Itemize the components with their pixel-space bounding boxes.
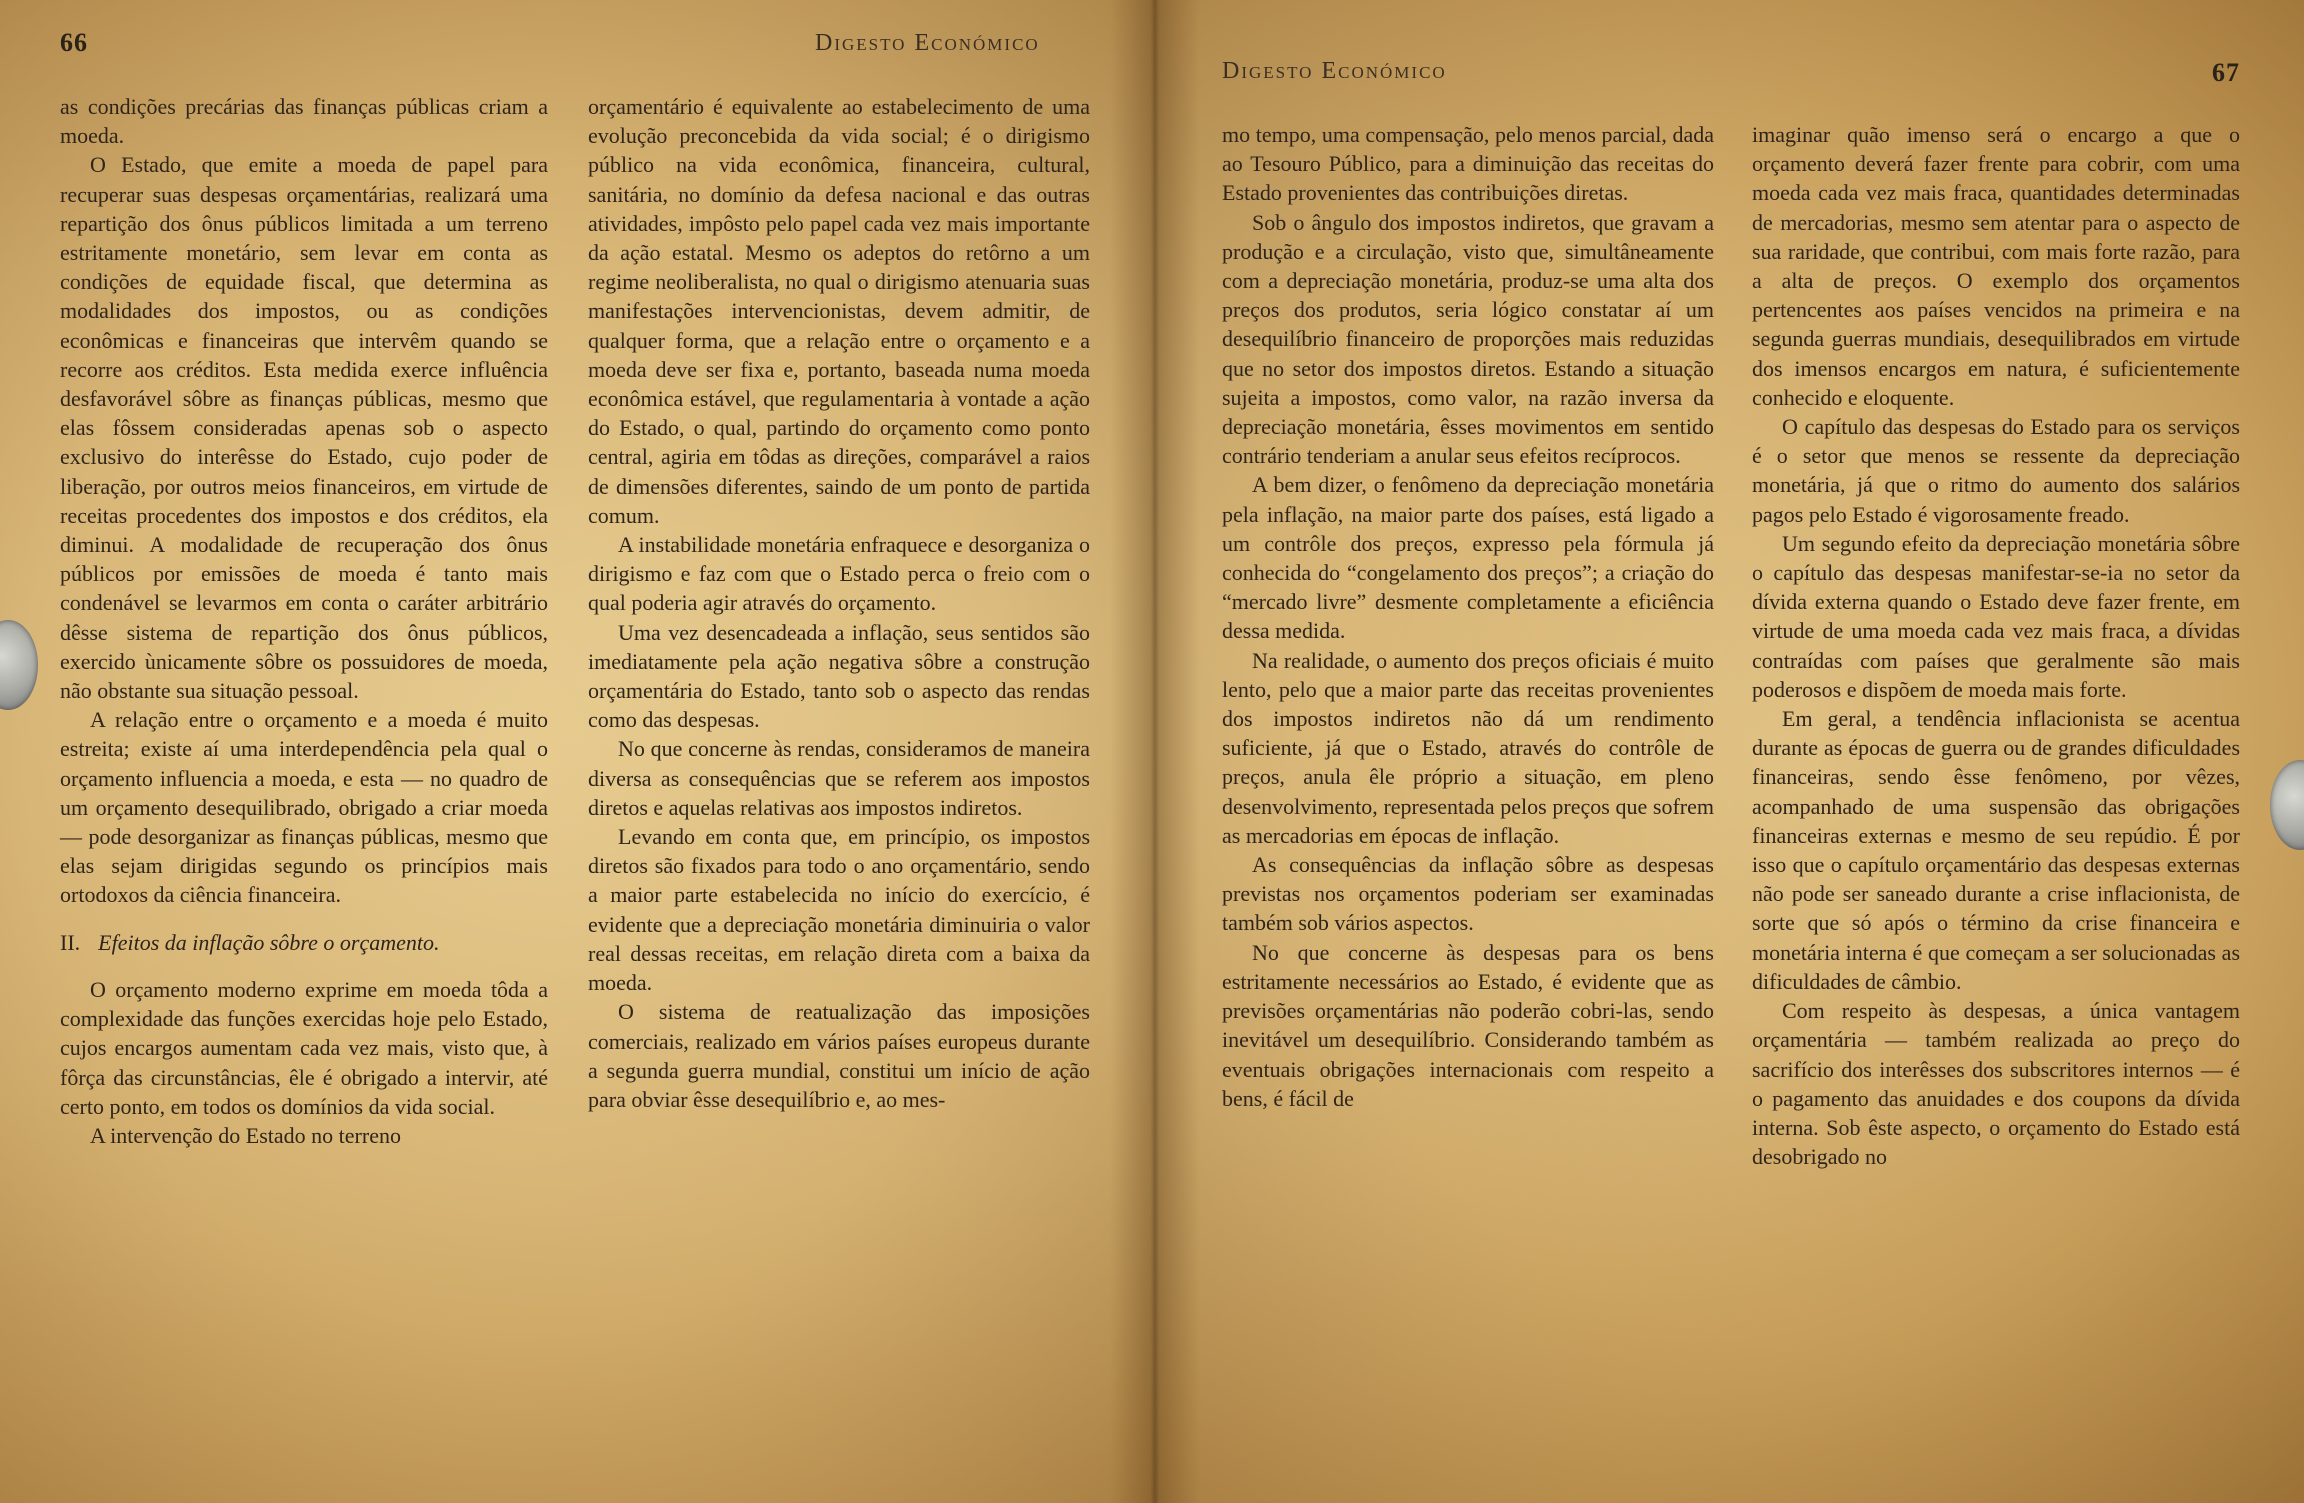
left-col-2 bbox=[588, 92, 1090, 1114]
paragraph: Uma vez desencadeada a inflação, seus sentidos são imediatamente pela ação negativa sôbre a construção orçamentária do Estado, tanto sob o aspecto das rendas como das despesas. bbox=[588, 619, 1090, 733]
right-page bbox=[1152, 0, 2304, 1503]
right-col-2 bbox=[1752, 120, 2240, 1171]
paragraph: O capítulo das despesas do Estado para os serviços é o setor que menos se ressente da depreciação monetária, já que o ritmo do aumento dos salários pagos pelo Estado é vigorosamente freado. bbox=[1752, 414, 2240, 527]
paragraph: No que concerne às rendas, consideramos de maneira diversa as consequências que se referem aos impostos diretos e aquelas relativas aos impostos indiretos. bbox=[588, 736, 1090, 820]
paragraph: O Estado, que emite a moeda de papel para recuperar suas despesas orçamentárias, realizará uma repartição dos ônus públicos limitada a um terreno estritamente monetário, sem levar em conta as condições de equidade fiscal, que determina as modalidades dos impostos, ou as condições econômicas e financeiras que intervêm quando se recorre aos créditos. Esta medida exerce influência desfavorável sôbre as finanças públicas, mesmo que elas fôssem consideradas apenas sob o aspecto exclusivo do interêsse do Estado, cujo poder de liberação, por outros meios financeiros, em virtude de receitas procedentes dos impostos e dos créditos, ela diminui. A modalidade de recuperação dos ônus públicos por emissões de moeda é tanto mais condenável se levarmos em conta o caráter arbitrário dêsse sistema de repartição dos ônus públicos, exercido ùnicamente sôbre os possuidores de moeda, não obstante sua situação pessoal. bbox=[60, 152, 548, 704]
paragraph: A intervenção do Estado no terreno bbox=[90, 1122, 401, 1148]
paragraph: O sistema de reatualização das imposições comerciais, realizado em vários países europeus durante a segunda guerra mundial, constitui um início de ação para obviar êsse desequilíbrio e, ao mes- bbox=[588, 999, 1090, 1112]
paragraph: No que concerne às despesas para os bens estritamente necessários ao Estado, é evidente que as previsões orçamentárias não poderão cobri-las, sendo inevitável um desequilíbrio. Considerando também as eventuais obrigações internacionais com respeito a bens, é fácil de bbox=[1222, 939, 1714, 1111]
running-head-left: Digesto Económico bbox=[815, 30, 1040, 56]
paragraph: as condições precárias das finanças públicas criam a moeda. bbox=[60, 94, 548, 149]
section-heading bbox=[60, 928, 548, 957]
paragraph: O orçamento moderno exprime em moeda tôda a complexidade das funções exercidas hoje pelo Estado, cujos encargos aumentam cada vez mais, visto que, à fôrça das circunstâncias, êle é obrigado a intervir, até certo ponto, em todos os domínios da vida social. bbox=[60, 976, 548, 1119]
left-col-1 bbox=[60, 92, 548, 1150]
running-head-right: Digesto Económico bbox=[1222, 58, 1447, 84]
paragraph: Em geral, a tendência inflacionista se acentua durante as épocas de guerra ou de grandes dificuldades financeiras, sendo êsse fenômeno, por vêzes, acompanhado de uma suspensão das obrigações financeiras externas e mesmo de seu repúdio. É por isso que o capítulo orçamentário das despesas externas não pode ser saneado durante a crise inflacionista, de sorte que só após o término da crise financeira e monetária interna é que começam a ser solucionadas as dificuldades de câmbio. bbox=[1752, 706, 2240, 994]
paragraph: Sob o ângulo dos impostos indiretos, que gravam a produção e a circulação, visto que, simultâneamente com a depreciação monetária, produz-se uma alta dos preços dos produtos, seria lógico constatar aí um desequilíbrio financeiro de proporções mais reduzidas que no setor dos impostos diretos. Estando a situação sujeita a impostos, como valor, na razão inversa da depreciação monetária, êsses movimentos em sentido contrário tenderiam a anular seus efeitos recíprocos. bbox=[1222, 209, 1714, 469]
paragraph: A instabilidade monetária enfraquece e desorganiza o dirigismo e faz com que o Estado perca o freio com o qual poderia agir através do orçamento. bbox=[588, 532, 1090, 616]
paragraph: Um segundo efeito da depreciação monetária sôbre o capítulo das despesas manifestar-se-ia no setor da dívida externa quando o Estado deve fazer frente, em virtude de uma moeda cada vez mais fraca, a dívidas contraídas com países que geralmente são mais poderosos e dispõem de moeda mais forte. bbox=[1752, 530, 2240, 702]
paragraph: A relação entre o orçamento e a moeda é muito estreita; existe aí uma interdependência pela qual o orçamento influencia a moeda, e esta — no quadro de um orçamento desequilibrado, obrigado a criar moeda — pode desorganizar as finanças públicas, mesmo que elas sejam dirigidas segundo os princípios mais ortodoxos da ciência financeira. bbox=[60, 707, 548, 908]
section-title: Efeitos da inflação sôbre o orçamento. bbox=[98, 929, 440, 955]
page-number-right: 67 bbox=[2212, 58, 2240, 87]
paragraph: Levando em conta que, em princípio, os impostos diretos são fixados para todo o ano orçamentário, sendo a maior parte estabelecida no início do exercício, é evidente que a depreciação monetária diminuiria o valor real dessas receitas, em relação direta com a baixa da moeda. bbox=[588, 824, 1090, 996]
page-number-left: 66 bbox=[60, 28, 88, 57]
paragraph: A bem dizer, o fenômeno da depreciação monetária pela inflação, na maior parte dos países, está ligado a um contrôle dos preços, expresso pela fórmula já conhecida do “congelamento dos preços”; a criação do “mercado livre” desmente completamente a eficiência dessa medida. bbox=[1222, 472, 1714, 644]
paragraph: As consequências da inflação sôbre as despesas previstas nos orçamentos poderiam ser examinadas também sob vários aspectos. bbox=[1222, 852, 1714, 936]
paragraph: imaginar quão imenso será o encargo a que o orçamento deverá fazer frente para cobrir, com uma moeda cada vez mais fraca, quantidades determinadas de mercadorias, mesmo sem atentar para o aspecto de sua raridade, que contribui, com mais forte razão, para a alta de preços. O exemplo dos orçamentos pertencentes aos países vencidos na primeira e na segunda guerras mundiais, desequilibrados em virtude dos imensos encargos em natura, é suficientemente conhecido e eloquente. bbox=[1752, 122, 2240, 410]
book-gutter bbox=[1110, 0, 1200, 1503]
section-number: II. bbox=[60, 929, 81, 955]
paragraph: Com respeito às despesas, a única vantagem orçamentária — também realizada ao preço do sacrifício dos interêsses dos subscritores internos — é o pagamento das anuidades e dos coupons da dívida interna. Sob êste aspecto, o orçamento do Estado está desobrigado no bbox=[1752, 998, 2240, 1170]
paragraph: mo tempo, uma compensação, pelo menos parcial, dada ao Tesouro Público, para a diminuição das receitas do Estado provenientes das contribuições diretas. bbox=[1222, 122, 1714, 206]
right-col-1 bbox=[1222, 120, 1714, 1113]
paragraph: Na realidade, o aumento dos preços oficiais é muito lento, pelo que a maior parte das receitas provenientes dos impostos indiretos não dá um rendimento suficiente, já que o Estado, através do contrôle de preços, anula êle próprio a situação, em pleno desenvolvimento, representada pelos preços que sofrem as mercadorias em épocas de inflação. bbox=[1222, 647, 1714, 848]
paragraph: orçamentário é equivalente ao estabelecimento de uma evolução preconcebida da vida social; é o dirigismo público na vida econômica, financeira, cultural, sanitária, no domínio da defesa nacional e das outras atividades, impôsto pelo papel cada vez mais importante da ação estatal. Mesmo os adeptos do retôrno a um regime neoliberalista, no qual o dirigismo atenuaria suas manifestações intervencionistas, devem admitir, de qualquer forma, que a relação entre o orçamento e a moeda deve ser fixa e, portanto, baseada numa moeda econômica estável, que regulamentaria à vontade a ação do Estado, o qual, partindo do orçamento como ponto central, agiria em tôdas as direções, comparável a raios de dimensões diferentes, saindo de um ponto de partida comum. bbox=[588, 94, 1090, 528]
